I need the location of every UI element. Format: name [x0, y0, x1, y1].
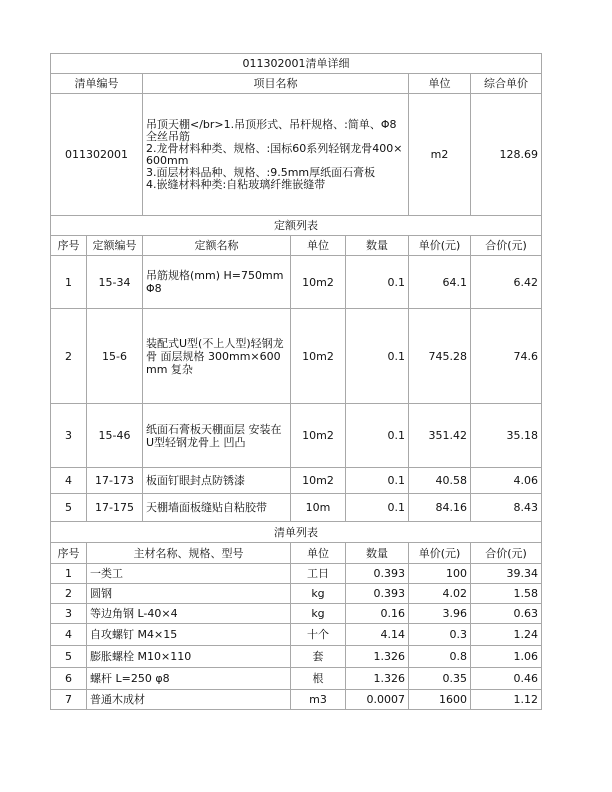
material-total: 1.24 [471, 624, 542, 646]
quota-name: 吊筋规格(mm) H=750mm Φ8 [143, 256, 291, 309]
material-total: 1.12 [471, 690, 542, 710]
quota-no: 4 [51, 468, 87, 494]
material-row [51, 584, 542, 604]
material-row [51, 604, 542, 624]
material-name: 等边角钢 L-40×4 [87, 604, 291, 624]
quota-code: 17-173 [87, 468, 143, 494]
material-no: 3 [51, 604, 87, 624]
materials-header-name: 主材名称、规格、型号 [87, 543, 291, 564]
quota-total: 74.6 [471, 309, 542, 404]
quota-header-unit: 单位 [291, 236, 346, 256]
material-row [51, 690, 542, 710]
quota-header-name: 定额名称 [143, 236, 291, 256]
material-unit: 工日 [291, 564, 346, 584]
quota-qty: 0.1 [346, 468, 409, 494]
bill-detail-table [50, 53, 542, 710]
material-unit: kg [291, 584, 346, 604]
material-no: 7 [51, 690, 87, 710]
quota-row [51, 494, 542, 522]
item-description [143, 94, 409, 216]
quota-unit: 10m2 [291, 404, 346, 468]
material-unit: m3 [291, 690, 346, 710]
column-header-unit: 单位 [409, 74, 471, 94]
material-no: 1 [51, 564, 87, 584]
material-qty: 1.326 [346, 646, 409, 668]
quota-row [51, 256, 542, 309]
material-no: 6 [51, 668, 87, 690]
materials-section-title: 清单列表 [51, 522, 542, 543]
quota-code: 15-6 [87, 309, 143, 404]
material-name: 一类工 [87, 564, 291, 584]
title-row [51, 54, 542, 74]
quota-qty: 0.1 [346, 309, 409, 404]
quota-unit: 10m2 [291, 309, 346, 404]
quota-unit-price: 40.58 [409, 468, 471, 494]
material-unit-price: 100 [409, 564, 471, 584]
item-description-line: 2.龙骨材料种类、规格、:国标60系列轻钢龙骨400×600mm [146, 141, 403, 167]
quota-unit-price: 745.28 [409, 309, 471, 404]
materials-header-unit-price: 单价(元) [409, 543, 471, 564]
item-unit: m2 [409, 94, 471, 216]
material-total: 0.46 [471, 668, 542, 690]
material-unit: 根 [291, 668, 346, 690]
material-qty: 1.326 [346, 668, 409, 690]
quota-qty: 0.1 [346, 404, 409, 468]
item-composite-price: 128.69 [471, 94, 542, 216]
material-row [51, 564, 542, 584]
material-total: 1.58 [471, 584, 542, 604]
quota-qty: 0.1 [346, 494, 409, 522]
materials-header-no: 序号 [51, 543, 87, 564]
material-qty: 0.393 [346, 564, 409, 584]
material-unit-price: 4.02 [409, 584, 471, 604]
quota-header-row [51, 236, 542, 256]
material-no: 5 [51, 646, 87, 668]
quota-code: 15-46 [87, 404, 143, 468]
material-unit-price: 1600 [409, 690, 471, 710]
material-total: 39.34 [471, 564, 542, 584]
quota-unit: 10m2 [291, 256, 346, 309]
material-unit-price: 0.3 [409, 624, 471, 646]
column-header-item-name: 项目名称 [143, 74, 409, 94]
quota-total: 6.42 [471, 256, 542, 309]
column-header-bill-code: 清单编号 [51, 74, 143, 94]
item-description-line: 吊顶天棚</br>1.吊顶形式、吊杆规格、:简单、Φ8全丝吊筋 [146, 117, 397, 143]
quota-section-title-row [51, 216, 542, 236]
material-qty: 4.14 [346, 624, 409, 646]
quota-unit: 10m2 [291, 468, 346, 494]
quota-code: 15-34 [87, 256, 143, 309]
quota-no: 2 [51, 309, 87, 404]
material-qty: 0.393 [346, 584, 409, 604]
quota-header-code: 定额编号 [87, 236, 143, 256]
item-code: 011302001 [51, 94, 143, 216]
material-row [51, 624, 542, 646]
column-header-composite-price: 综合单价 [471, 74, 542, 94]
quota-no: 1 [51, 256, 87, 309]
material-qty: 0.0007 [346, 690, 409, 710]
item-description-line: 3.面层材料品种、规格、:9.5mm厚纸面石膏板 [146, 165, 376, 179]
materials-header-total: 合价(元) [471, 543, 542, 564]
material-name: 圆钢 [87, 584, 291, 604]
quota-total: 8.43 [471, 494, 542, 522]
material-no: 4 [51, 624, 87, 646]
material-unit-price: 0.35 [409, 668, 471, 690]
material-total: 1.06 [471, 646, 542, 668]
quota-name: 板面钉眼封点防锈漆 [143, 468, 291, 494]
page-title: 011302001清单详细 [51, 54, 542, 74]
material-qty: 0.16 [346, 604, 409, 624]
quota-header-no: 序号 [51, 236, 87, 256]
quota-header-total: 合价(元) [471, 236, 542, 256]
quota-row [51, 468, 542, 494]
item-description-line: 4.嵌缝材料种类:自粘玻璃纤维嵌缝带 [146, 177, 326, 191]
quota-qty: 0.1 [346, 256, 409, 309]
materials-header-row [51, 543, 542, 564]
material-no: 2 [51, 584, 87, 604]
quota-header-qty: 数量 [346, 236, 409, 256]
quota-row [51, 404, 542, 468]
material-total: 0.63 [471, 604, 542, 624]
quota-total: 35.18 [471, 404, 542, 468]
quota-header-unit-price: 单价(元) [409, 236, 471, 256]
quota-section-title: 定额列表 [51, 216, 542, 236]
quota-name: 天棚墙面板缝贴自粘胶带 [143, 494, 291, 522]
quota-total: 4.06 [471, 468, 542, 494]
quota-name: 纸面石膏板天棚面层 安装在U型轻钢龙骨上 凹凸 [143, 404, 291, 468]
quota-no: 3 [51, 404, 87, 468]
quota-unit-price: 84.16 [409, 494, 471, 522]
material-unit-price: 3.96 [409, 604, 471, 624]
quota-code: 17-175 [87, 494, 143, 522]
item-header-row [51, 74, 542, 94]
material-name: 自攻螺钉 M4×15 [87, 624, 291, 646]
material-unit: 十个 [291, 624, 346, 646]
materials-header-qty: 数量 [346, 543, 409, 564]
quota-unit: 10m [291, 494, 346, 522]
material-name: 膨胀螺栓 M10×110 [87, 646, 291, 668]
quota-row [51, 309, 542, 404]
material-name: 螺杆 L=250 φ8 [87, 668, 291, 690]
item-row [51, 94, 542, 216]
materials-section-title-row [51, 522, 542, 543]
materials-header-unit: 单位 [291, 543, 346, 564]
quota-unit-price: 351.42 [409, 404, 471, 468]
quota-unit-price: 64.1 [409, 256, 471, 309]
material-unit: kg [291, 604, 346, 624]
material-row [51, 668, 542, 690]
material-name: 普通木成材 [87, 690, 291, 710]
material-unit-price: 0.8 [409, 646, 471, 668]
quota-name: 装配式U型(不上人型)轻钢龙骨 面层规格 300mm×600mm 复杂 [143, 309, 291, 404]
material-row [51, 646, 542, 668]
quota-no: 5 [51, 494, 87, 522]
material-unit: 套 [291, 646, 346, 668]
